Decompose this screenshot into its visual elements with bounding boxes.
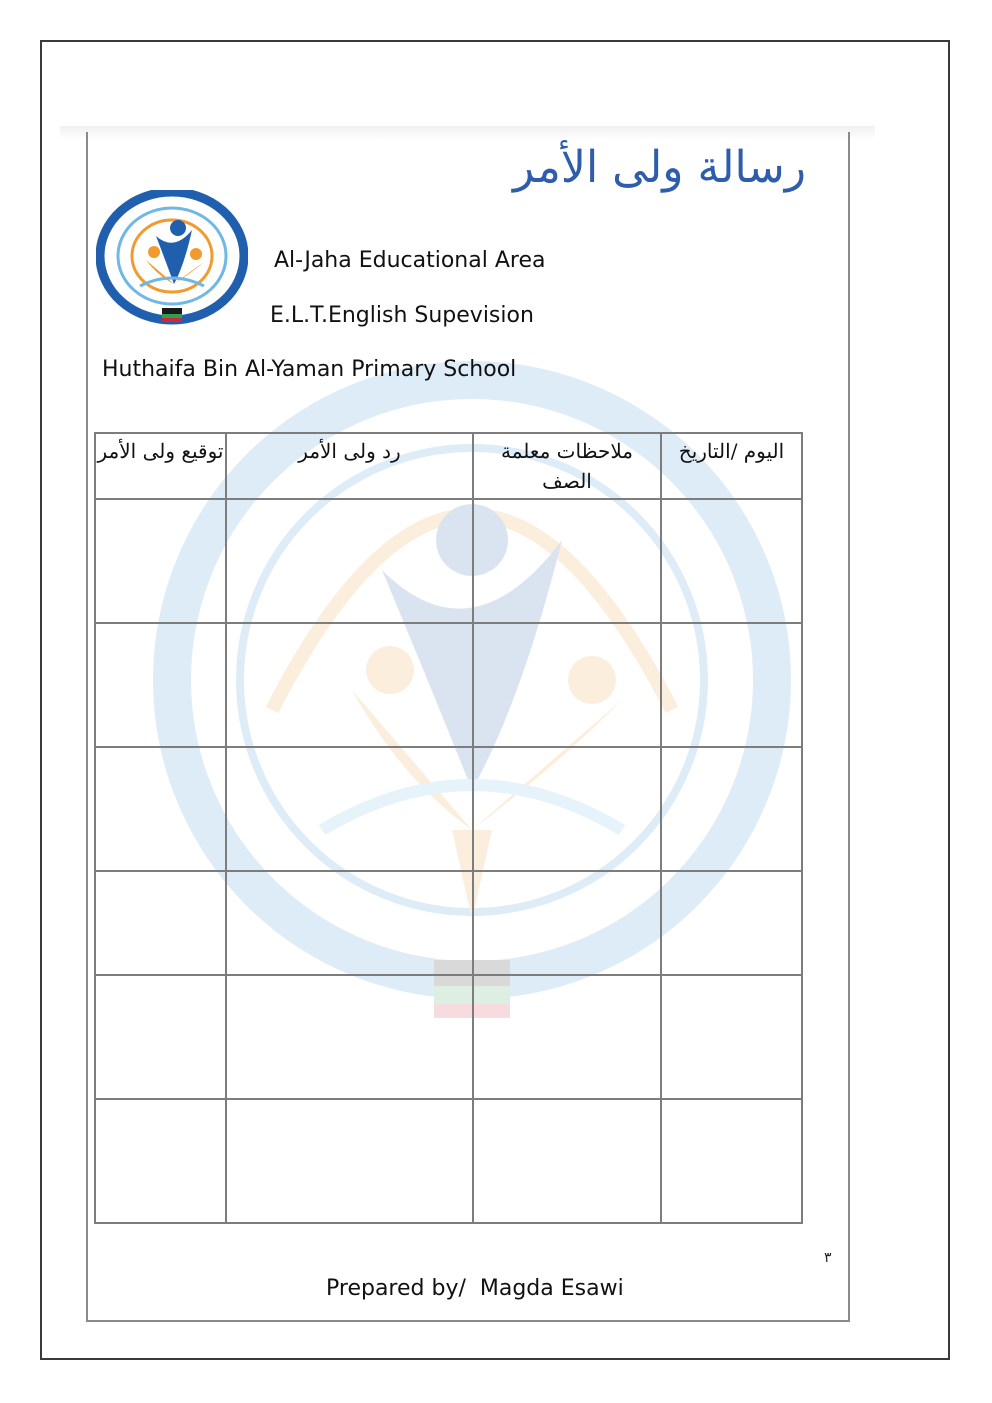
page-number: ٣ <box>824 1250 832 1266</box>
table-cell[interactable] <box>226 499 473 623</box>
table-cell[interactable] <box>95 871 226 975</box>
table-row <box>95 747 802 871</box>
column-header-parent-signature: توقيع ولى الأمر <box>95 433 226 499</box>
table-cell[interactable] <box>473 499 661 623</box>
table-cell[interactable] <box>226 623 473 747</box>
table-row <box>95 975 802 1099</box>
parent-communication-table <box>94 432 803 1224</box>
table-cell[interactable] <box>95 1099 226 1223</box>
table-cell[interactable] <box>473 975 661 1099</box>
prepared-by: Prepared by/ Magda Esawi <box>326 1276 624 1301</box>
table-cell[interactable] <box>226 747 473 871</box>
table-cell[interactable] <box>226 975 473 1099</box>
table-cell[interactable] <box>661 1099 802 1223</box>
document-title: رسالة ولى الأمر <box>513 142 806 193</box>
school-name: Huthaifa Bin Al-Yaman Primary School <box>102 357 517 382</box>
table-cell[interactable] <box>473 871 661 975</box>
table-cell[interactable] <box>226 1099 473 1223</box>
column-header-teacher-notes: ملاحظات معلمة الصف <box>473 433 661 499</box>
table-row <box>95 499 802 623</box>
table-cell[interactable] <box>95 499 226 623</box>
table-cell[interactable] <box>473 747 661 871</box>
table-cell[interactable] <box>95 747 226 871</box>
table-cell[interactable] <box>226 871 473 975</box>
table-header-row <box>95 433 802 499</box>
column-header-parent-reply: رد ولى الأمر <box>226 433 473 499</box>
table-row <box>95 1099 802 1223</box>
table-cell[interactable] <box>661 871 802 975</box>
column-header-date: اليوم /التاريخ <box>661 433 802 499</box>
school-emblem-icon <box>96 190 248 330</box>
table-cell[interactable] <box>661 499 802 623</box>
table-cell[interactable] <box>661 623 802 747</box>
table-cell[interactable] <box>661 747 802 871</box>
table-cell[interactable] <box>95 975 226 1099</box>
table-row <box>95 623 802 747</box>
educational-area: Al-Jaha Educational Area <box>274 248 546 273</box>
table-cell[interactable] <box>473 623 661 747</box>
table-cell[interactable] <box>473 1099 661 1223</box>
table-row <box>95 871 802 975</box>
table-cell[interactable] <box>661 975 802 1099</box>
supervision-name: E.L.T.English Supevision <box>270 303 534 328</box>
table-cell[interactable] <box>95 623 226 747</box>
